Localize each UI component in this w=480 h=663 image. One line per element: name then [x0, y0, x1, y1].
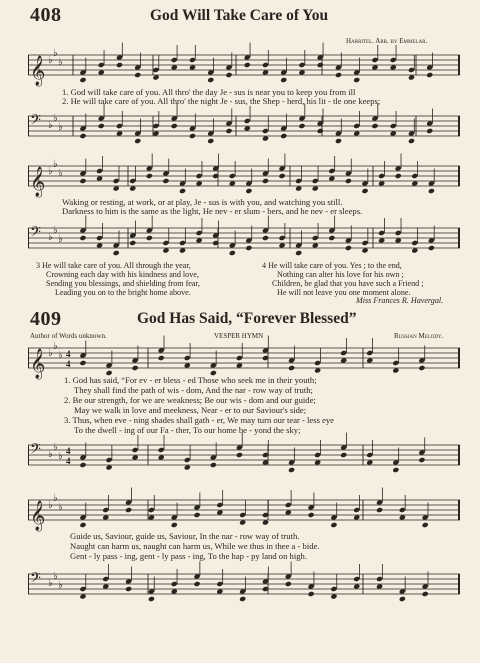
music-staff-svg: [28, 220, 460, 260]
note-head: [335, 72, 342, 78]
hymn-number: 408: [30, 4, 62, 26]
note-head: [317, 128, 324, 134]
note-head: [426, 128, 433, 134]
stanza-line: He will not leave you one moment alone.: [277, 288, 411, 297]
note-head: [408, 138, 415, 144]
flat-icon: ♭: [53, 113, 58, 124]
note-head: [207, 138, 214, 144]
bass-staff: [28, 220, 460, 260]
flat-icon: ♭: [58, 234, 63, 245]
note-head: [189, 133, 196, 139]
stanza-line: Children, be glad that you have such a Friend ;: [272, 279, 424, 288]
verse-line: 2. He will take care of you. All thro' the night Je - sus, the Shep - herd, his lit - tle one keeps;: [62, 96, 381, 106]
note-head: [328, 235, 335, 241]
note-head: [207, 77, 214, 83]
note-head: [171, 123, 178, 129]
music-staff-svg: [28, 340, 460, 380]
flat-icon: ♭: [48, 500, 53, 511]
stanza-line: Leading you on to the bright home above.: [55, 288, 191, 297]
hymn-title: God Has Said, “Forever Blessed”: [137, 310, 357, 327]
stanza-line: Crowning each day with his kindness and love,: [46, 270, 199, 279]
note-head: [285, 581, 292, 587]
time-signature-top: 4: [66, 446, 71, 456]
flat-icon: ♭: [58, 580, 63, 591]
music-staff-svg: [28, 158, 460, 198]
tune-name: VESPER HYMN: [214, 332, 264, 340]
flat-icon: ♭: [53, 159, 58, 170]
flat-icon: ♭: [48, 120, 53, 131]
music-staff-svg: [28, 437, 460, 477]
note-head: [371, 123, 378, 129]
note-head: [422, 591, 429, 597]
note-head: [134, 138, 141, 144]
note-head: [229, 250, 236, 256]
note-head: [132, 365, 139, 371]
flat-icon: ♭: [58, 502, 63, 513]
note-head: [162, 178, 169, 184]
note-head: [422, 522, 429, 528]
note-head: [239, 596, 246, 602]
flat-icon: ♭: [53, 341, 58, 352]
bass-staff: [28, 437, 460, 477]
flat-icon: ♭: [53, 493, 58, 504]
note-head: [428, 245, 435, 251]
note-head: [236, 452, 243, 458]
treble-clef-icon: 𝄞: [30, 56, 46, 86]
note-head: [148, 596, 155, 602]
note-head: [418, 457, 425, 463]
note-head: [146, 173, 153, 179]
note-head: [399, 596, 406, 602]
note-head: [418, 365, 425, 371]
music-staff-svg: [28, 492, 460, 532]
note-head: [392, 467, 399, 473]
hymn-title: God Will Take Care of You: [150, 7, 329, 24]
flat-icon: ♭: [58, 168, 63, 179]
note-head: [426, 72, 433, 78]
flat-icon: ♭: [58, 350, 63, 361]
note-head: [361, 188, 368, 194]
stanza-line: 3 He will take care of you. All through the year,: [36, 261, 191, 270]
treble-clef-icon: 𝄞: [30, 349, 46, 379]
flat-icon: ♭: [58, 57, 63, 68]
note-head: [428, 188, 435, 194]
verse-line: Naught can harm us, naught can harm us, While we thus in thee a - bide.: [70, 541, 320, 551]
note-head: [280, 133, 287, 139]
note-head: [330, 522, 337, 528]
note-head: [262, 235, 269, 241]
flat-icon: ♭: [48, 55, 53, 66]
flat-icon: ♭: [48, 348, 53, 359]
note-head: [295, 250, 302, 256]
note-head: [395, 173, 402, 179]
note-head: [171, 522, 178, 528]
note-head: [116, 62, 123, 68]
note-head: [79, 133, 86, 139]
time-signature-top: 4: [66, 349, 71, 359]
treble-clef-icon: 𝄞: [30, 167, 46, 197]
note-head: [79, 77, 86, 83]
time-signature-bottom: 4: [66, 456, 71, 466]
verse-line: Guide us, Saviour, guide us, Saviour, In the nar - row way of truth.: [70, 531, 300, 541]
music-staff-svg: [28, 47, 460, 87]
verse-line: May we walk in love and meekness, Near - er to our Saviour's side;: [74, 405, 307, 415]
note-head: [335, 138, 342, 144]
flat-icon: ♭: [58, 451, 63, 462]
verse-line: 2. Be our strength, for we are weakness; Be our wis - dom and our guide;: [64, 395, 316, 405]
melody-credit: Russian Melody.: [394, 332, 444, 340]
stanza-line: Nothing can alter his love for his own ;: [277, 270, 404, 279]
verse-line: Darkness to him is the same as the light, He nev - er slum - bers, and he nev - er sleeps.: [62, 206, 363, 216]
note-head: [79, 360, 86, 366]
note-head: [125, 586, 132, 592]
music-staff-svg: [28, 566, 460, 606]
note-head: [308, 591, 315, 597]
flat-icon: ♭: [48, 578, 53, 589]
note-head: [98, 123, 105, 129]
note-head: [179, 188, 186, 194]
composer-credit: Harritel. Arr. by Emmelar.: [346, 37, 428, 45]
note-head: [158, 355, 165, 361]
treble-clef-icon: 𝄞: [30, 501, 46, 531]
verse-line: 1. God has said, “For ev - er bless - ed Those who seek me in their youth;: [64, 375, 317, 385]
note-head: [376, 507, 383, 513]
note-head: [262, 178, 269, 184]
treble-staff: [28, 340, 460, 380]
note-head: [79, 235, 86, 241]
note-head: [225, 128, 232, 134]
flat-icon: ♭: [48, 449, 53, 460]
flat-icon: ♭: [48, 232, 53, 243]
note-head: [280, 77, 287, 83]
bass-clef-icon: 𝄢: [30, 224, 41, 244]
hymn-number: 409: [30, 308, 62, 330]
bass-staff: [28, 566, 460, 606]
verse-line: Waking or resting, at work, or at play, Je - sus is with you, and watching you still.: [62, 197, 343, 207]
note-head: [345, 245, 352, 251]
flat-icon: ♭: [53, 442, 58, 453]
bass-clef-icon: 𝄢: [30, 112, 41, 132]
note-head: [210, 462, 217, 468]
author-attribution: Miss Frances R. Havergal.: [356, 296, 444, 305]
note-head: [245, 245, 252, 251]
flat-icon: ♭: [48, 166, 53, 177]
note-head: [134, 72, 141, 78]
note-head: [288, 467, 295, 473]
verse-line: Gent - ly pass - ing, gent - ly pass - ing, To the hap - py land on high.: [70, 551, 307, 561]
note-head: [79, 522, 86, 528]
note-head: [125, 507, 132, 513]
note-head: [298, 123, 305, 129]
note-head: [129, 240, 136, 246]
note-head: [146, 235, 153, 241]
treble-staff: [28, 492, 460, 532]
verse-line: 3. Thus, when eve - ning shades shall gath - er, We may turn our tear - less eye: [64, 415, 334, 425]
verse-line: They shall find the path of wis - dom, And the nar - row way of truth;: [74, 385, 313, 395]
flat-icon: ♭: [53, 225, 58, 236]
time-signature-bottom: 4: [66, 359, 71, 369]
note-head: [244, 62, 251, 68]
treble-staff: [28, 158, 460, 198]
note-head: [113, 250, 120, 256]
flat-icon: ♭: [53, 571, 58, 582]
note-head: [79, 462, 86, 468]
author-note: Author of Words unknown.: [30, 332, 107, 340]
flat-icon: ♭: [53, 48, 58, 59]
bass-staff: [28, 108, 460, 148]
verse-line: 1. God will take care of you. All thro' the day Je - sus is near you to keep you from ill: [62, 87, 356, 97]
music-staff-svg: [28, 108, 460, 148]
stanza-line: Sending you blessings, and shielding from fear,: [46, 279, 200, 288]
note-head: [308, 512, 315, 518]
note-head: [353, 77, 360, 83]
note-head: [279, 173, 286, 179]
note-head: [288, 365, 295, 371]
note-head: [225, 72, 232, 78]
note-head: [340, 452, 347, 458]
note-head: [193, 512, 200, 518]
note-head: [79, 178, 86, 184]
bass-clef-icon: 𝄢: [30, 441, 41, 461]
stanza-line: 4 He will take care of you. Yes ; to the end,: [262, 261, 402, 270]
verse-line: To the dwell - ing of our Fa - ther, To our home be - yond the sky;: [74, 425, 301, 435]
note-head: [345, 178, 352, 184]
note-head: [245, 188, 252, 194]
treble-staff: [28, 47, 460, 87]
note-head: [193, 581, 200, 587]
bass-clef-icon: 𝄢: [30, 570, 41, 590]
note-head: [317, 62, 324, 68]
flat-icon: ♭: [58, 122, 63, 133]
